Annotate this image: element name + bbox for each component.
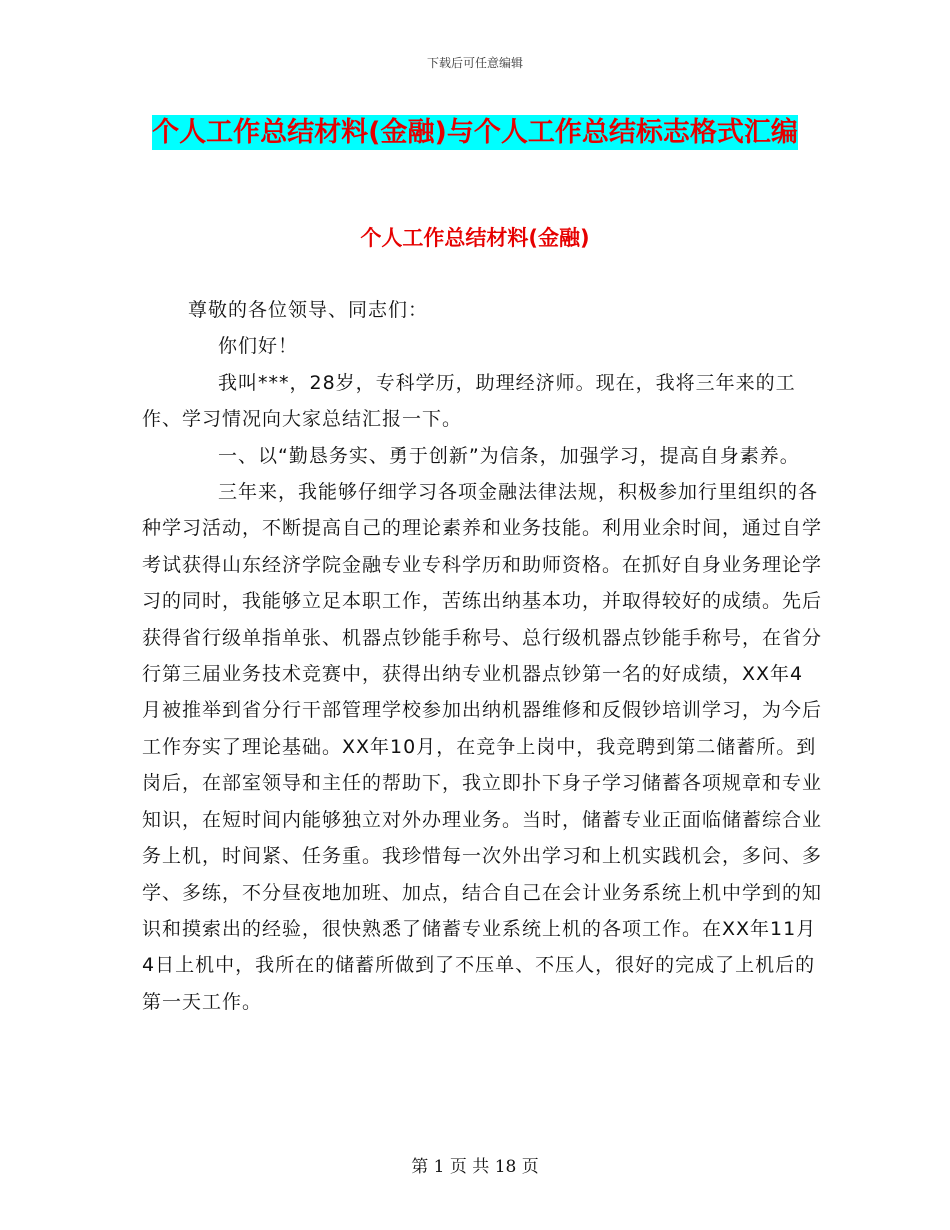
header-note: 下载后可任意编辑 bbox=[426, 56, 523, 70]
paragraph-heading-one: 一、以“勤恳务实、勇于创新”为信条，加强学习，提高自身素养。 bbox=[218, 444, 800, 467]
document-title-text: 个人工作总结材料(金融)与个人工作总结标志格式汇编 bbox=[152, 117, 798, 148]
page-footer: 第 1 页 共 18 页 bbox=[411, 1157, 539, 1177]
greeting: 你们好！ bbox=[218, 335, 299, 358]
paragraph-intro: 我叫***，28岁，专科学历，助理经济师。现在，我将三年来的工作、学习情况向大家总结汇报一下。 bbox=[142, 371, 796, 431]
section-title: 个人工作总结材料(金融) bbox=[360, 226, 590, 250]
salutation: 尊敬的各位领导、同志们： bbox=[188, 299, 429, 321]
body-text bbox=[142, 292, 822, 1020]
paragraph-body: 三年来，我能够仔细学习各项金融法律法规，积极参加行里组织的各种学习活动，不断提高自己的理论素养和业务技能。利用业余时间，通过自学考试获得山东经济学院金融专业专科学历和助师资格。在抓好自身业务理论学习的同时，我能够立足本职工作，苦练出纳基本功，并取得较好的成绩。先后获得省行级单指单张、机器点钞能手称号、总行级机器点钞能手称号，在省分行第三届业务技术竞赛中，获得出纳专业机器点钞第一名的好成绩，XX年4月被推举到省分行干部管理学校参加出纳机器维修和反假钞培训学习，为今后工作夯实了理论基础。XX年10月，在竞争上岗中，我竞聘到第二储蓄所。到岗后，在部室领导和主任的帮助下，我立即扑下身子学习储蓄各项规章和专业知识，在短时间内能够独立对外办理业务。当时，储蓄专业正面临储蓄综合业务上机，时间紧、任务重。我珍惜每一次外出学习和上机实践机会，多问、多学、多练，不分昼夜地加班、加点，结合自己在会计业务系统上机中学到的知识和摸索出的经验，很快熟悉了储蓄专业系统上机的各项工作。在XX年11月4日上机中，我所在的储蓄所做到了不压单、不压人，很好的完成了上机后的第一天工作。 bbox=[142, 481, 823, 1013]
document-title bbox=[150, 110, 800, 155]
